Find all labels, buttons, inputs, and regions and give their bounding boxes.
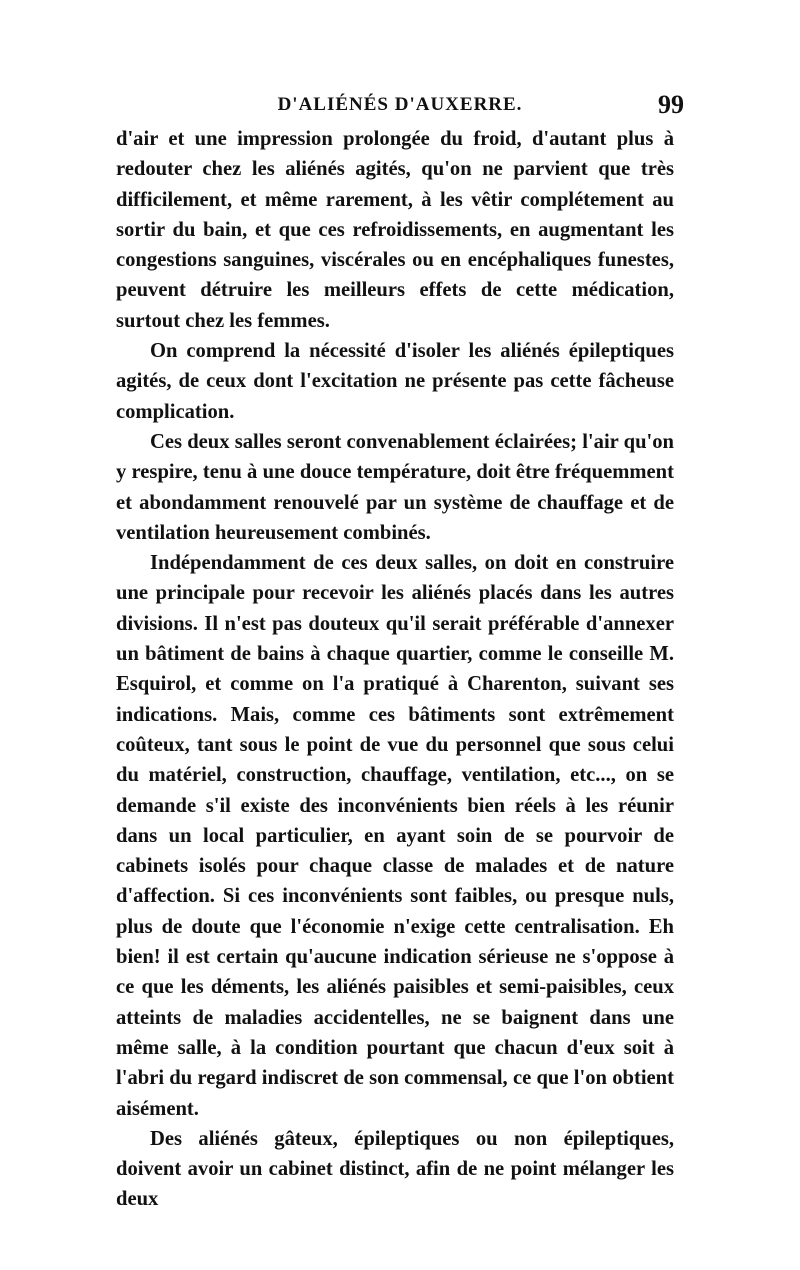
body-text: [116, 124, 674, 1215]
page-header: [116, 90, 684, 124]
paragraph-continued: d'air et une impression prolongée du froid, d'autant plus à redouter chez les aliénés agités, qu'on ne parvient que très difficilement, et même rarement, à les vêtir complétement au sortir du bain, et que ces refroidissements, en augmentant les congestions sanguines, viscérales ou en encéphaliques funestes, peuvent détruire les meilleurs effets de cette médication, surtout chez les femmes.: [116, 128, 674, 332]
page-number: 99: [658, 90, 684, 119]
running-head: D'ALIÉNÉS D'AUXERRE.: [277, 94, 523, 115]
paragraph: Ces deux salles seront convenablement éclairées; l'air qu'on y respire, tenu à une douce température, doit être fréquemment et abondamment renouvelé par un système de chauffage et de ventilation heureusement combinés.: [116, 430, 674, 544]
paragraph: Des aliénés gâteux, épileptiques ou non épileptiques, doivent avoir un cabinet distinct, afin de ne point mélanger les deux: [116, 1127, 674, 1211]
paragraph: Indépendamment de ces deux salles, on doit en construire une principale pour recevoir les aliénés placés dans les autres divisions. Il n'est pas douteux qu'il serait préférable d'annexer un bâtiment de bains à chaque quartier, comme le conseille M. Esquirol, et comme on l'a pratiqué à Charenton, suivant ses indications. Mais, comme ces bâtiments sont extrêmement coûteux, tant sous le point de vue du personnel que sous celui du matériel, construction, chauffage, ventilation, etc..., on se demande s'il existe des inconvénients bien réels à les réunir dans un local particulier, en ayant soin de se pourvoir de cabinets isolés pour chaque classe de malades et de nature d'affection. Si ces inconvénients sont faibles, ou presque nuls, plus de doute que l'économie n'exige cette centralisation. Eh bien! il est certain qu'aucune indication sérieuse ne s'oppose à ce que les déments, les aliénés paisibles et semi-paisibles, ceux atteints de maladies accidentelles, ne se baignent dans une même salle, à la condition pourtant que chacun d'eux soit à l'abri du regard indiscret de son commensal, ce que l'on obtient aisément.: [116, 552, 674, 1120]
paragraph: On comprend la nécessité d'isoler les aliénés épileptiques agités, de ceux dont l'excitation ne présente pas cette fâcheuse complication.: [116, 340, 674, 423]
